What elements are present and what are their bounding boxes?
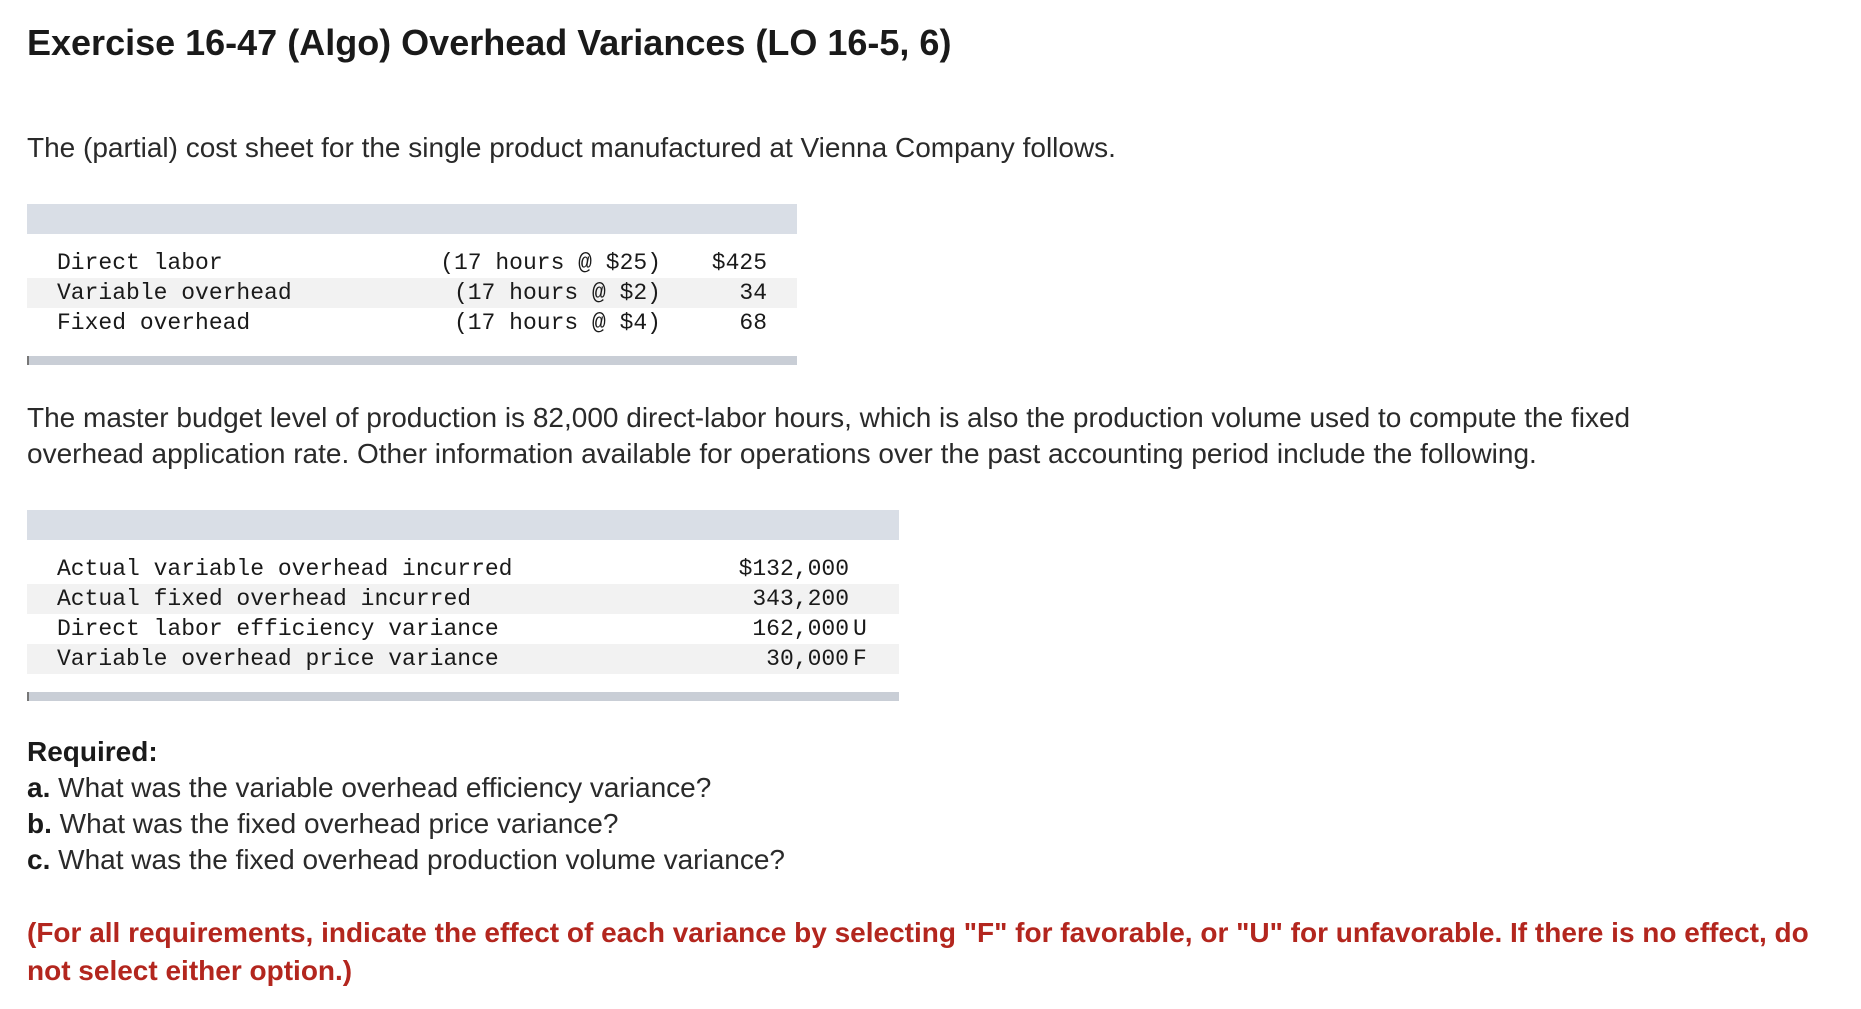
row-item: Direct labor efficiency variance bbox=[57, 616, 499, 642]
row-item: Variable overhead price variance bbox=[57, 646, 499, 672]
row-detail: (17 hours @ $4) bbox=[453, 310, 661, 336]
table-row bbox=[27, 554, 899, 584]
table-row bbox=[27, 308, 797, 338]
table-row bbox=[27, 644, 899, 674]
context-line-2: overhead application rate. Other information available for operations over the past accounting period include the following. bbox=[27, 438, 1537, 469]
table-row bbox=[27, 278, 797, 308]
row-amount: 34 bbox=[739, 280, 767, 306]
table-row bbox=[27, 614, 899, 644]
row-item: Actual fixed overhead incurred bbox=[57, 586, 472, 612]
required-section bbox=[27, 734, 785, 878]
table-header-bar bbox=[27, 510, 899, 540]
intro-text: The (partial) cost sheet for the single product manufactured at Vienna Company follows. bbox=[27, 132, 1116, 163]
item-letter: b. bbox=[27, 808, 52, 839]
item-letter: c. bbox=[27, 844, 51, 875]
required-item-c bbox=[27, 842, 785, 878]
table-header-bar bbox=[27, 204, 797, 234]
instruction-note: (For all requirements, indicate the effect of each variance by selecting "F" for favorable, or "U" for unfavorable. If there is no effect, do not select either option.) bbox=[27, 917, 1809, 986]
row-flag: F bbox=[853, 646, 867, 672]
table-footer-bar bbox=[27, 356, 797, 365]
row-amount: $425 bbox=[711, 250, 767, 276]
required-item-b bbox=[27, 806, 785, 842]
row-amount: 68 bbox=[739, 310, 767, 336]
row-item: Direct labor bbox=[57, 250, 223, 276]
row-flag: U bbox=[853, 616, 867, 642]
row-amount: $132,000 bbox=[738, 556, 849, 582]
context-line-1: The master budget level of production is 82,000 direct-labor hours, which is also the production volume used to compute the fixed bbox=[27, 402, 1631, 433]
row-item: Variable overhead bbox=[57, 280, 292, 306]
context-text bbox=[27, 400, 1630, 472]
exercise-title: Exercise 16-47 (Algo) Overhead Variances (LO 16-5, 6) bbox=[27, 22, 952, 63]
item-text: What was the fixed overhead production volume variance? bbox=[58, 844, 785, 875]
row-amount: 343,200 bbox=[752, 586, 849, 612]
item-letter: a. bbox=[27, 772, 51, 803]
row-amount: 30,000 bbox=[766, 646, 849, 672]
required-item-a bbox=[27, 770, 785, 806]
row-detail: (17 hours @ $25) bbox=[440, 250, 661, 276]
table-footer-bar bbox=[27, 692, 899, 701]
required-heading: Required: bbox=[27, 736, 158, 767]
row-detail: (17 hours @ $2) bbox=[453, 280, 661, 306]
other-info-table bbox=[27, 510, 899, 701]
row-item: Actual variable overhead incurred bbox=[57, 556, 513, 582]
row-item: Fixed overhead bbox=[57, 310, 251, 336]
item-text: What was the fixed overhead price variance? bbox=[59, 808, 619, 839]
table-row bbox=[27, 584, 899, 614]
table-row bbox=[27, 248, 797, 278]
cost-sheet-table bbox=[27, 204, 797, 365]
row-amount: 162,000 bbox=[752, 616, 849, 642]
item-text: What was the variable overhead efficiency variance? bbox=[58, 772, 712, 803]
